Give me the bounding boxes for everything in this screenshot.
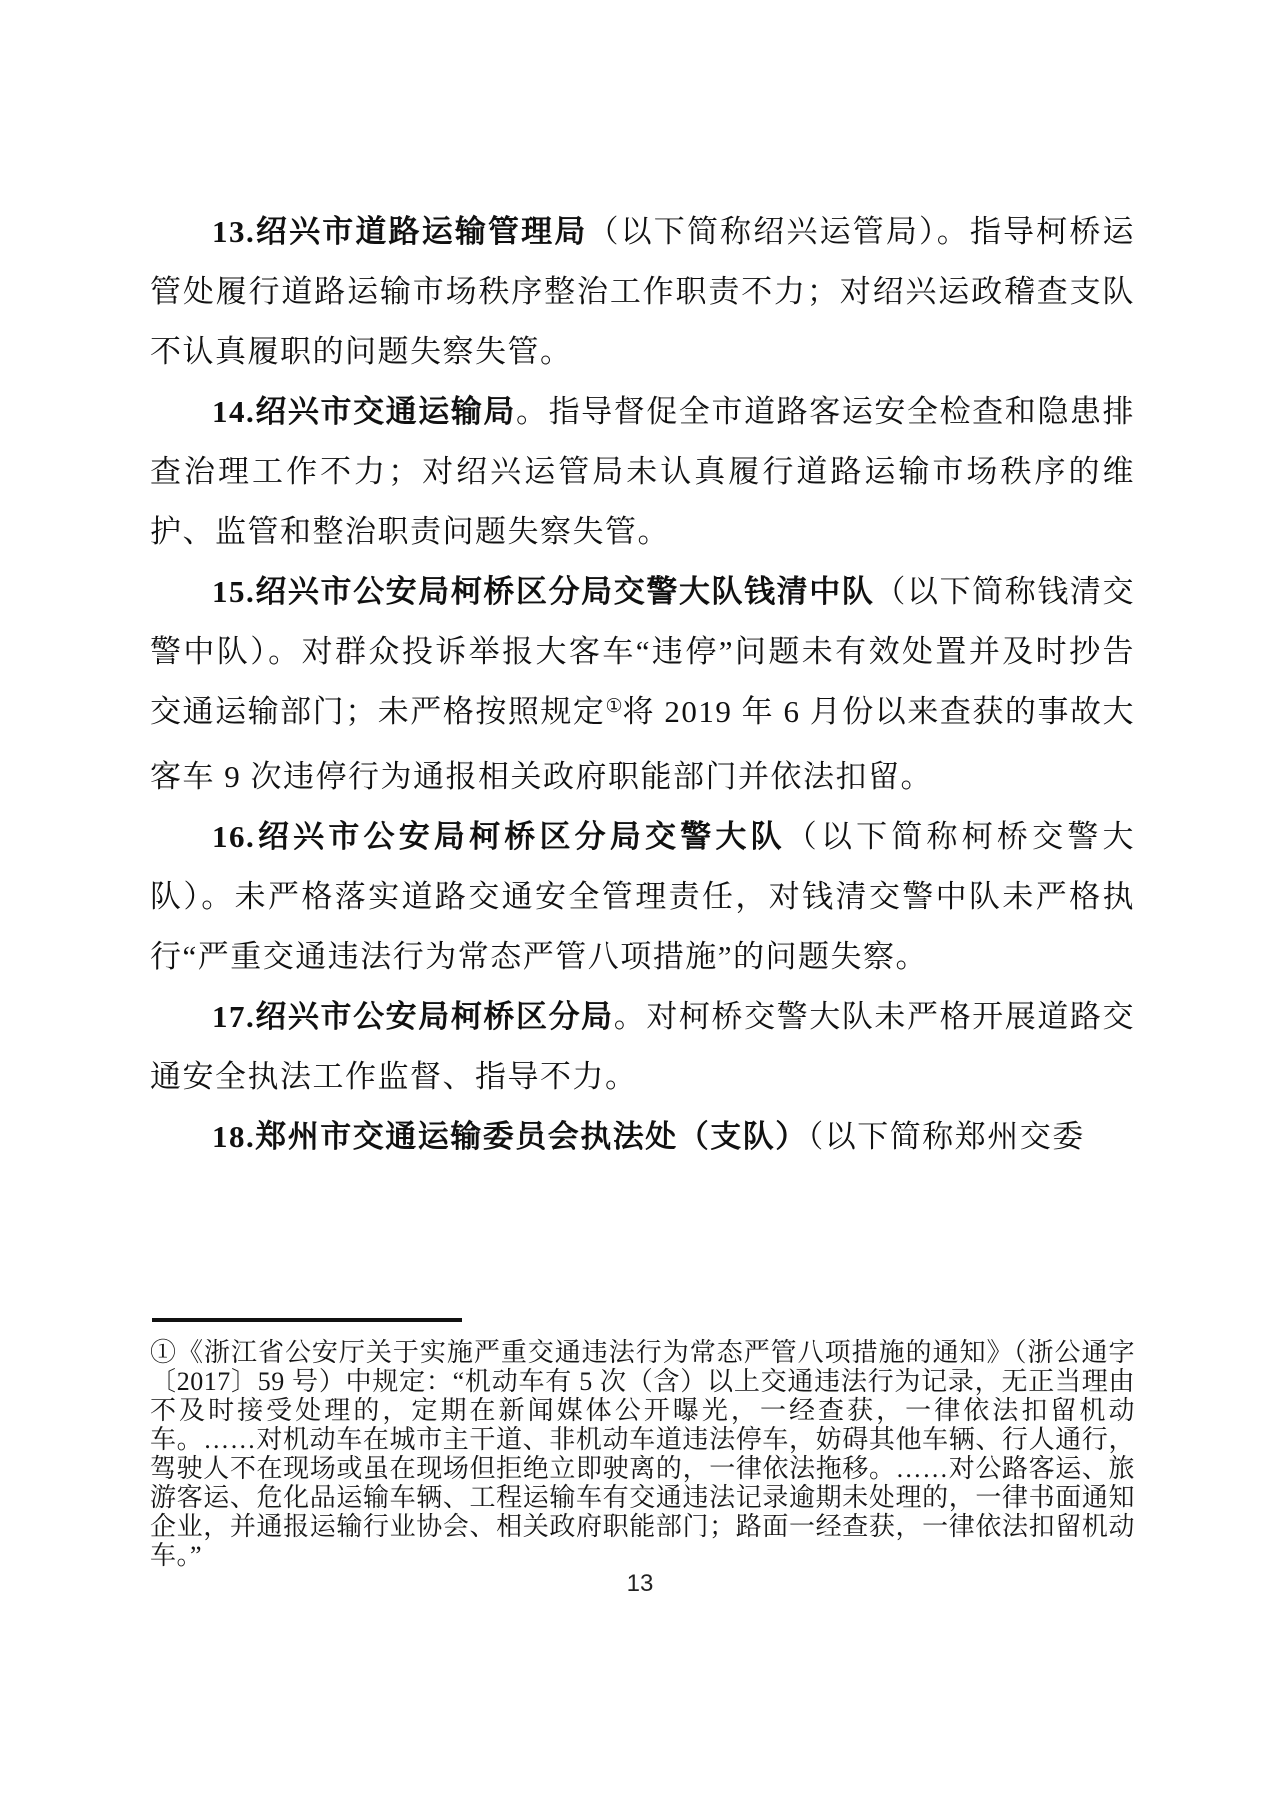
entity-name-bold: 16.绍兴市公安局柯桥区分局交警大队 (212, 819, 786, 854)
entity-name-bold: 15.绍兴市公安局柯桥区分局交警大队钱清中队 (212, 574, 875, 609)
numbered-paragraph (150, 1107, 1135, 1167)
footnote-area (150, 1318, 1135, 1570)
entity-name-bold: 13.绍兴市道路运输管理局 (212, 214, 588, 249)
numbered-paragraph (150, 562, 1135, 807)
paragraph-text: 。指导督促全市道路客运安全检查和隐患排查治理工作不力；对绍兴运管局未认真履行道路运输市场秩序的维护、监管和整治职责问题失察失管。 (150, 394, 1135, 549)
footnote-text (150, 1338, 1135, 1570)
numbered-paragraph (150, 987, 1135, 1107)
entity-name-bold: 18.郑州市交通运输委员会执法处（支队） (212, 1119, 808, 1154)
footnote-separator-rule (152, 1318, 462, 1322)
numbered-paragraph (150, 382, 1135, 562)
entity-name-bold: 17.绍兴市公安局柯桥区分局 (212, 999, 614, 1034)
paragraph-text: （以下简称钱清交警中队）。对群众投诉举报大客车“违停”问题未有效处置并及时抄告交通运输部门；未严格按照规定 (150, 574, 1136, 729)
paragraph-text: （以下简称郑州交委 (807, 1119, 1085, 1154)
page-number: 13 (626, 1570, 654, 1597)
footnote-marker: ① (150, 1338, 177, 1367)
footnote-reference-mark: ① (605, 695, 623, 717)
paragraph-text: （以下简称绍兴运管局）。指导柯桥运管处履行道路运输市场秩序整治工作职责不力；对绍兴运政稽查支队不认真履职的问题失察失管。 (150, 214, 1136, 369)
numbered-paragraph (150, 807, 1135, 987)
footnote-body: 《浙江省公安厅关于实施严重交通违法行为常态严管八项措施的通知》（浙公通字〔2017〕59 号）中规定：“机动车有 5 次（含）以上交通违法行为记录，无正当理由不及时接受处理的，定期在新闻媒体公开曝光，一经查获，一律依法扣留机动车。……对机动车在城市主干道、非机动车道违法停车，妨碍其他车辆、行人通行，驾驶人不在现场或虽在现场但拒绝立即驶离的，一律依法拖移。……对公路客运、旅游客运、危化品运输车辆、工程运输车有交通违法记录逾期未处理的，一律书面通知企业，并通报运输行业协会、相关政府职能部门；路面一经查获，一律依法扣留机动车。” (150, 1338, 1135, 1570)
document-body (150, 202, 1135, 1167)
paragraph-text: （以下简称柯桥交警大队）。未严格落实道路交通安全管理责任，对钱清交警中队未严格执行“严重交通违法行为常态严管八项措施”的问题失察。 (150, 819, 1136, 974)
paragraph-text: 将 2019 年 6 月份以来查获的事故大客车 9 次违停行为通报相关政府职能部门并依法扣留。 (150, 694, 1136, 794)
paragraph-text: 。对柯桥交警大队未严格开展道路交通安全执法工作监督、指导不力。 (150, 999, 1135, 1094)
entity-name-bold: 14.绍兴市交通运输局 (212, 394, 516, 429)
numbered-paragraph (150, 202, 1135, 382)
